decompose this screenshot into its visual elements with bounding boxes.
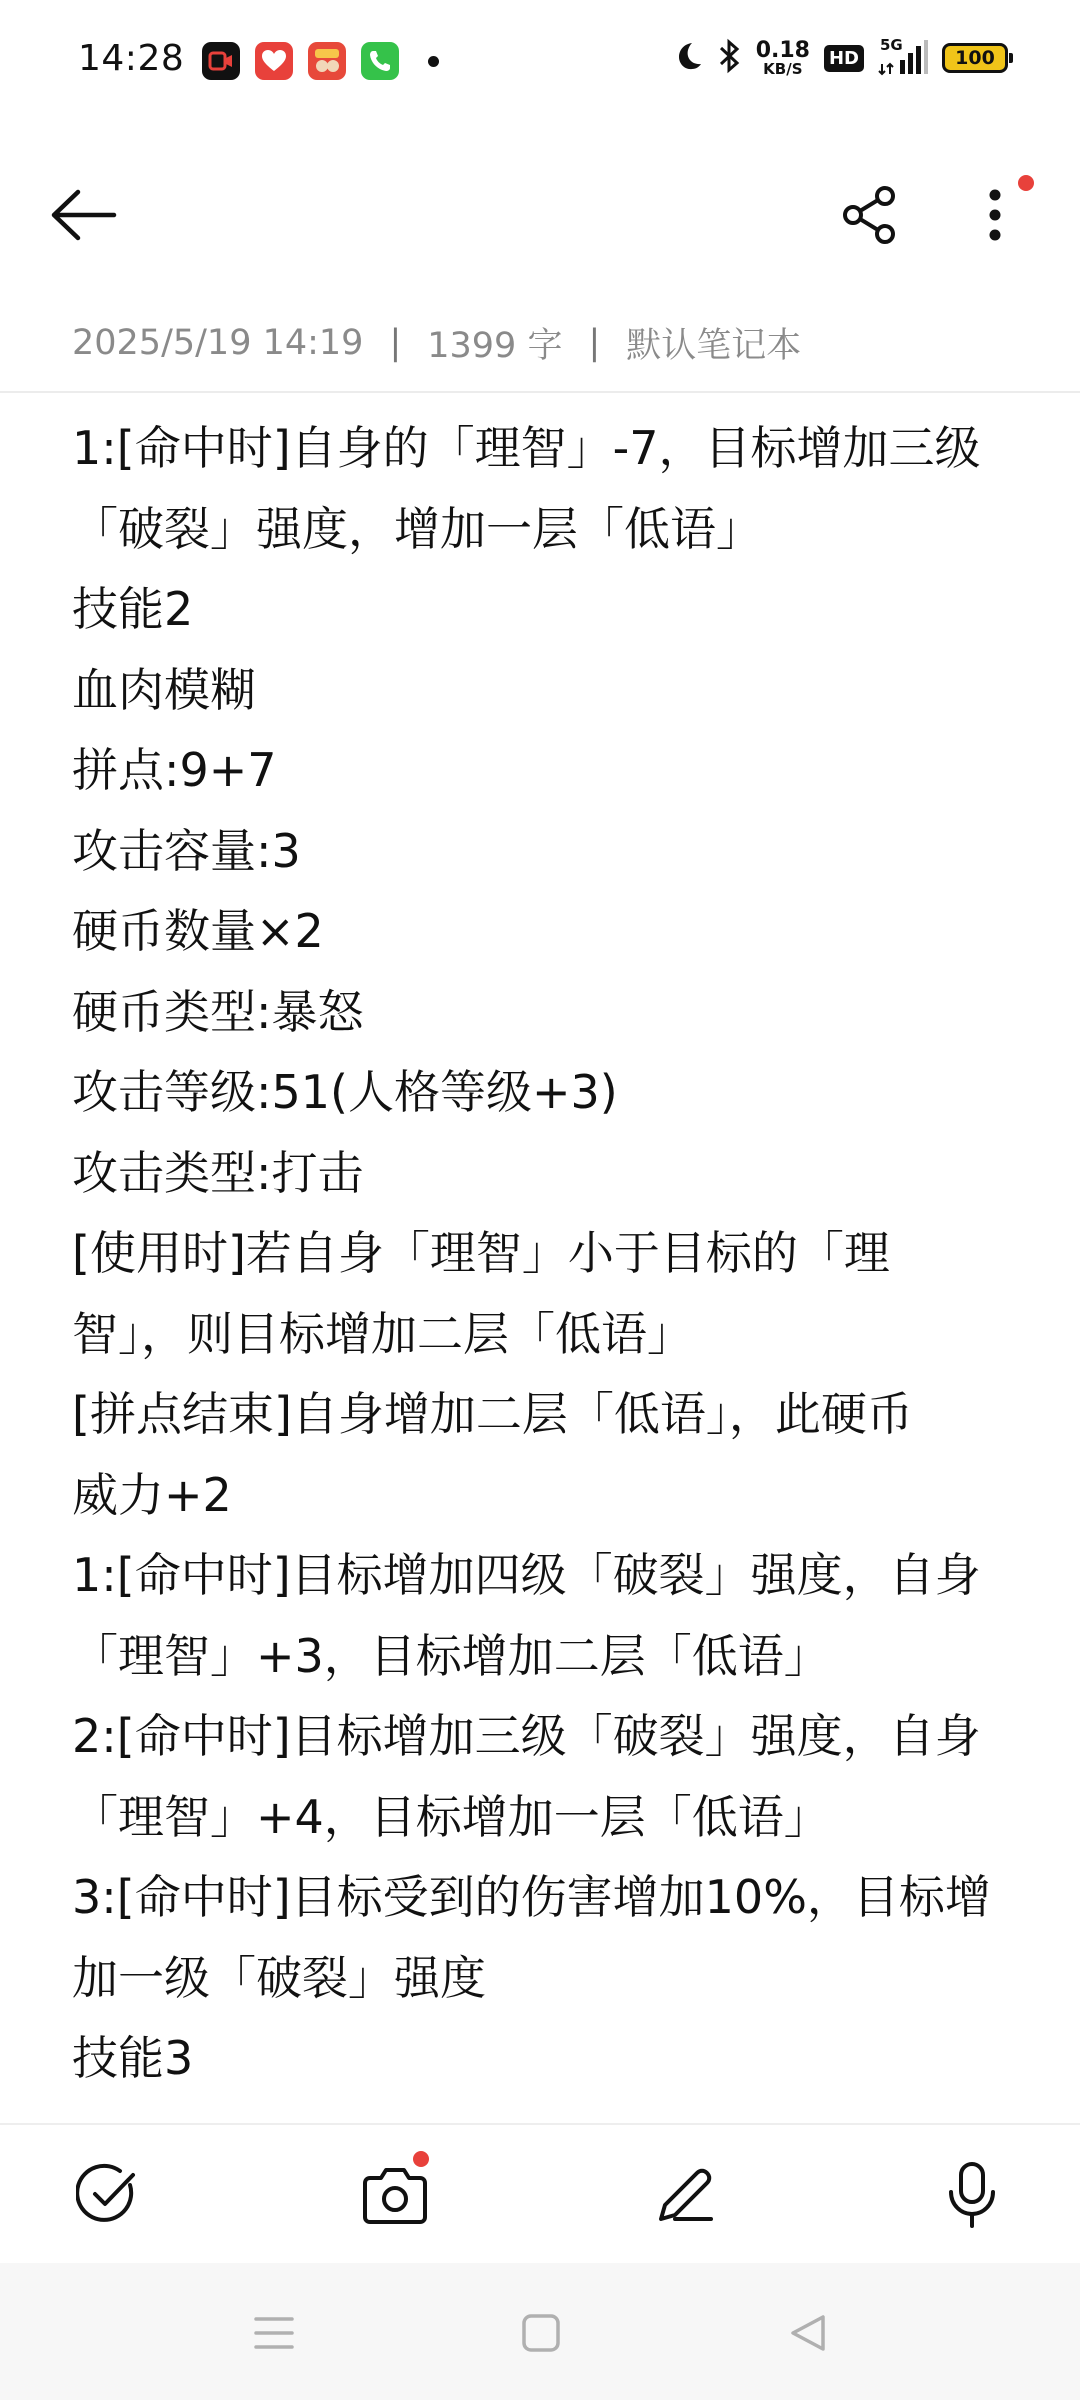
menu-icon (254, 2315, 294, 2351)
top-toolbar (0, 150, 1080, 280)
microphone-button[interactable] (932, 2155, 1012, 2235)
network-speed-unit: KB/S (763, 59, 803, 78)
recent-apps-button[interactable] (244, 2303, 304, 2363)
checklist-button[interactable] (68, 2155, 148, 2235)
heart-app-icon (255, 42, 293, 80)
note-line: 智」，则目标增加二层「低语」 (72, 1306, 693, 1361)
microphone-icon (944, 2160, 1000, 2230)
share-button[interactable] (830, 175, 910, 255)
meta-divider (0, 391, 1080, 393)
note-line: [拼点结束]自身增加二层「低语」，此硬币 (72, 1387, 913, 1441)
system-navigation-bar (0, 2263, 1080, 2400)
arrow-left-icon (50, 189, 120, 241)
back-nav-button[interactable] (778, 2303, 838, 2363)
camera-icon (361, 2165, 429, 2225)
hd-badge: HD (824, 45, 864, 72)
checklist-icon (76, 2163, 140, 2227)
note-line: 威力+2 (72, 1467, 232, 1522)
note-line: 「破裂」强度，增加一层「低语」 (72, 501, 762, 556)
note-line: 拼点:9+7 (72, 743, 277, 797)
battery-level: 100 (955, 47, 995, 69)
notification-dot (1018, 175, 1034, 191)
pen-icon (653, 2163, 717, 2227)
moon-icon (672, 40, 704, 76)
more-options-button[interactable] (960, 175, 1030, 255)
note-line: 2:[命中时]目标增加三级「破裂」强度，自身 (72, 1709, 981, 1763)
note-line: 攻击等级:51(人格等级+3) (72, 1065, 618, 1119)
meta-separator: | (588, 323, 601, 363)
network-speed (755, 37, 810, 78)
word-count: 1399 字 (427, 326, 563, 366)
note-line: [使用时]若自身「理智」小于目标的「理 (72, 1226, 890, 1280)
video-app-icon (202, 42, 240, 80)
bluetooth-icon (718, 38, 742, 78)
note-line: 加一级「破裂」强度 (72, 1950, 486, 2005)
status-time: 14:28 (78, 38, 185, 79)
note-line: 硬币类型:暴怒 (72, 984, 364, 1039)
back-triangle-icon (788, 2313, 828, 2353)
note-line: 技能2 (72, 582, 194, 636)
more-vertical-icon (985, 185, 1005, 245)
note-line: 1:[命中时]目标增加四级「破裂」强度，自身 (72, 1548, 981, 1602)
home-icon (521, 2313, 561, 2353)
note-line: 血肉模糊 (72, 662, 256, 717)
camera-notification-dot (413, 2151, 429, 2167)
share-icon (839, 184, 901, 246)
note-line: 1:[命中时]自身的「理智」-7，目标增加三级 (72, 421, 981, 475)
network-speed-value: 0.18 (755, 37, 810, 63)
phone-app-icon (361, 42, 399, 80)
note-line: 硬币数量×2 (72, 904, 324, 958)
pen-button[interactable] (645, 2155, 725, 2235)
status-bar (0, 0, 1080, 125)
meta-separator: | (389, 323, 402, 363)
notebook-name[interactable]: 默认笔记本 (626, 326, 802, 366)
note-body[interactable] (72, 408, 1022, 2123)
game-app-icon (308, 42, 346, 80)
battery-icon (942, 43, 1008, 73)
note-line: 3:[命中时]目标受到的伤害增加10%，目标增 (72, 1870, 991, 1924)
note-line: 攻击容量:3 (72, 823, 301, 878)
signal-icon (878, 36, 928, 76)
note-line: 技能3 (72, 2031, 194, 2085)
note-date: 2025/5/19 14:19 (72, 323, 364, 363)
camera-button[interactable] (355, 2155, 435, 2235)
home-button[interactable] (511, 2303, 571, 2363)
more-notifications-dot (428, 56, 439, 67)
note-line: 「理智」+3，目标增加二层「低语」 (72, 1628, 830, 1683)
notification-app-icons (202, 42, 439, 80)
note-line: 攻击类型:打击 (72, 1145, 364, 1200)
note-line: 「理智」+4，目标增加一层「低语」 (72, 1789, 830, 1844)
note-meta (72, 318, 801, 368)
back-button[interactable] (40, 180, 130, 250)
network-type-label: 5G (880, 36, 903, 54)
bottom-toolbar (0, 2123, 1080, 2263)
status-indicators (672, 38, 1008, 78)
